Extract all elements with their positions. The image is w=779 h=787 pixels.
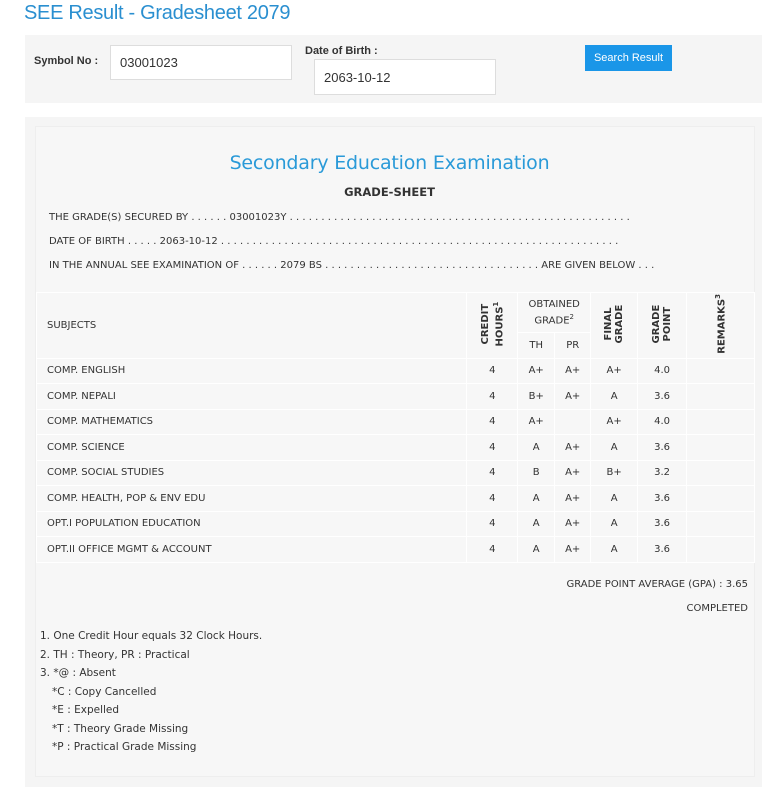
cell-pr: A+ — [555, 384, 591, 410]
cell-remarks — [687, 358, 755, 384]
cell-credit: 4 — [467, 409, 518, 435]
cell-pr: A+ — [555, 435, 591, 461]
cell-point: 3.6 — [638, 511, 687, 537]
cell-th: A — [518, 435, 555, 461]
header-remarks: REMARKS$^3$ — [687, 293, 755, 359]
symbol-input[interactable]: 03001023 — [110, 45, 292, 80]
cell-point: 4.0 — [638, 358, 687, 384]
cell-pr: A+ — [555, 486, 591, 512]
table-row — [37, 460, 755, 486]
dob-line: DATE OF BIRTH . . . . . 2063-10-12 . . . . . . . . . . . . . . . . . . . . . . . . . . . . . . . . . . . . . . . . . . . . . . . . . . . . . . . . . . . . . . . — [49, 236, 619, 247]
cell-pr — [555, 409, 591, 435]
cell-credit: 4 — [467, 460, 518, 486]
footnote: *E : Expelled — [52, 704, 120, 716]
cell-remarks — [687, 384, 755, 410]
cell-final: A — [591, 511, 638, 537]
header-subjects: SUBJECTS — [37, 293, 467, 359]
cell-th: A — [518, 486, 555, 512]
cell-subject: COMP. ENGLISH — [37, 358, 467, 384]
header-th: TH — [518, 333, 555, 359]
footnote: *T : Theory Grade Missing — [52, 723, 189, 735]
table-row — [37, 358, 755, 384]
table-row — [37, 435, 755, 461]
header-credit: CREDIT HOURS$^1$ — [467, 293, 518, 359]
dob-label: Date of Birth : — [305, 45, 378, 57]
footnote: *C : Copy Cancelled — [52, 686, 157, 698]
cell-remarks — [687, 435, 755, 461]
symbol-label: Symbol No : — [34, 55, 99, 67]
cell-final: A — [591, 384, 638, 410]
footnote: 3. *@ : Absent — [40, 667, 116, 679]
status: COMPLETED — [686, 603, 748, 614]
cell-pr: A+ — [555, 537, 591, 563]
cell-th: A+ — [518, 358, 555, 384]
cell-credit: 4 — [467, 358, 518, 384]
cell-final: A — [591, 486, 638, 512]
footnote: 1. One Credit Hour equals 32 Clock Hours. — [40, 630, 263, 642]
secured-by-line: THE GRADE(S) SECURED BY . . . . . . 03001023Y . . . . . . . . . . . . . . . . . . . . . . . . . . . . . . . . . . . . . . . . . . . . . . . . . . . . . . — [49, 212, 630, 223]
page-title: SEE Result - Gradesheet 2079 — [24, 2, 291, 24]
cell-credit: 4 — [467, 511, 518, 537]
cell-remarks — [687, 460, 755, 486]
cell-subject: COMP. SCIENCE — [37, 435, 467, 461]
header-pr: PR — [555, 333, 591, 359]
table-row — [37, 384, 755, 410]
footnote: 2. TH : Theory, PR : Practical — [40, 649, 190, 661]
cell-point: 3.6 — [638, 537, 687, 563]
table-row — [37, 486, 755, 512]
cell-point: 3.2 — [638, 460, 687, 486]
cell-subject: COMP. HEALTH, POP & ENV EDU — [37, 486, 467, 512]
cell-subject: COMP. SOCIAL STUDIES — [37, 460, 467, 486]
search-result-button[interactable]: Search Result — [585, 45, 672, 71]
cell-remarks — [687, 537, 755, 563]
cell-point: 4.0 — [638, 409, 687, 435]
cell-final: B+ — [591, 460, 638, 486]
cell-subject: OPT.II OFFICE MGMT & ACCOUNT — [37, 537, 467, 563]
cell-credit: 4 — [467, 435, 518, 461]
cell-remarks — [687, 486, 755, 512]
cell-subject: OPT.I POPULATION EDUCATION — [37, 511, 467, 537]
cell-th: B+ — [518, 384, 555, 410]
header-point: GRADE POINT — [638, 293, 687, 359]
cell-remarks — [687, 511, 755, 537]
cell-final: A — [591, 537, 638, 563]
cell-final: A — [591, 435, 638, 461]
cell-final: A+ — [591, 409, 638, 435]
cell-pr: A+ — [555, 460, 591, 486]
cell-subject: COMP. NEPALI — [37, 384, 467, 410]
table-row — [37, 511, 755, 537]
cell-th: B — [518, 460, 555, 486]
dob-input[interactable]: 2063-10-12 — [314, 59, 496, 95]
cell-subject: COMP. MATHEMATICS — [37, 409, 467, 435]
cell-remarks — [687, 409, 755, 435]
header-final: FINAL GRADE — [591, 293, 638, 359]
cell-th: A+ — [518, 409, 555, 435]
cell-point: 3.6 — [638, 435, 687, 461]
cell-point: 3.6 — [638, 486, 687, 512]
footnote: *P : Practical Grade Missing — [52, 741, 197, 753]
cell-th: A — [518, 537, 555, 563]
gpa: GRADE POINT AVERAGE (GPA) : 3.65 — [566, 579, 748, 590]
cell-point: 3.6 — [638, 384, 687, 410]
table-row — [37, 409, 755, 435]
cell-credit: 4 — [467, 486, 518, 512]
cell-pr: A+ — [555, 511, 591, 537]
cell-credit: 4 — [467, 384, 518, 410]
cell-final: A+ — [591, 358, 638, 384]
header-obtained: OBTAINED GRADE$^2$ — [518, 293, 591, 333]
cell-pr: A+ — [555, 358, 591, 384]
table-row — [37, 537, 755, 563]
grades-table — [36, 292, 755, 563]
exam-title: Secondary Education Examination — [229, 152, 550, 174]
gradesheet-subtitle: GRADE-SHEET — [344, 185, 435, 199]
cell-th: A — [518, 511, 555, 537]
exam-line: IN THE ANNUAL SEE EXAMINATION OF . . . . . . 2079 BS . . . . . . . . . . . . . . . . . . . . . . . . . . . . . . . . . . ARE GIVEN BELOW . . . — [49, 260, 655, 271]
cell-credit: 4 — [467, 537, 518, 563]
